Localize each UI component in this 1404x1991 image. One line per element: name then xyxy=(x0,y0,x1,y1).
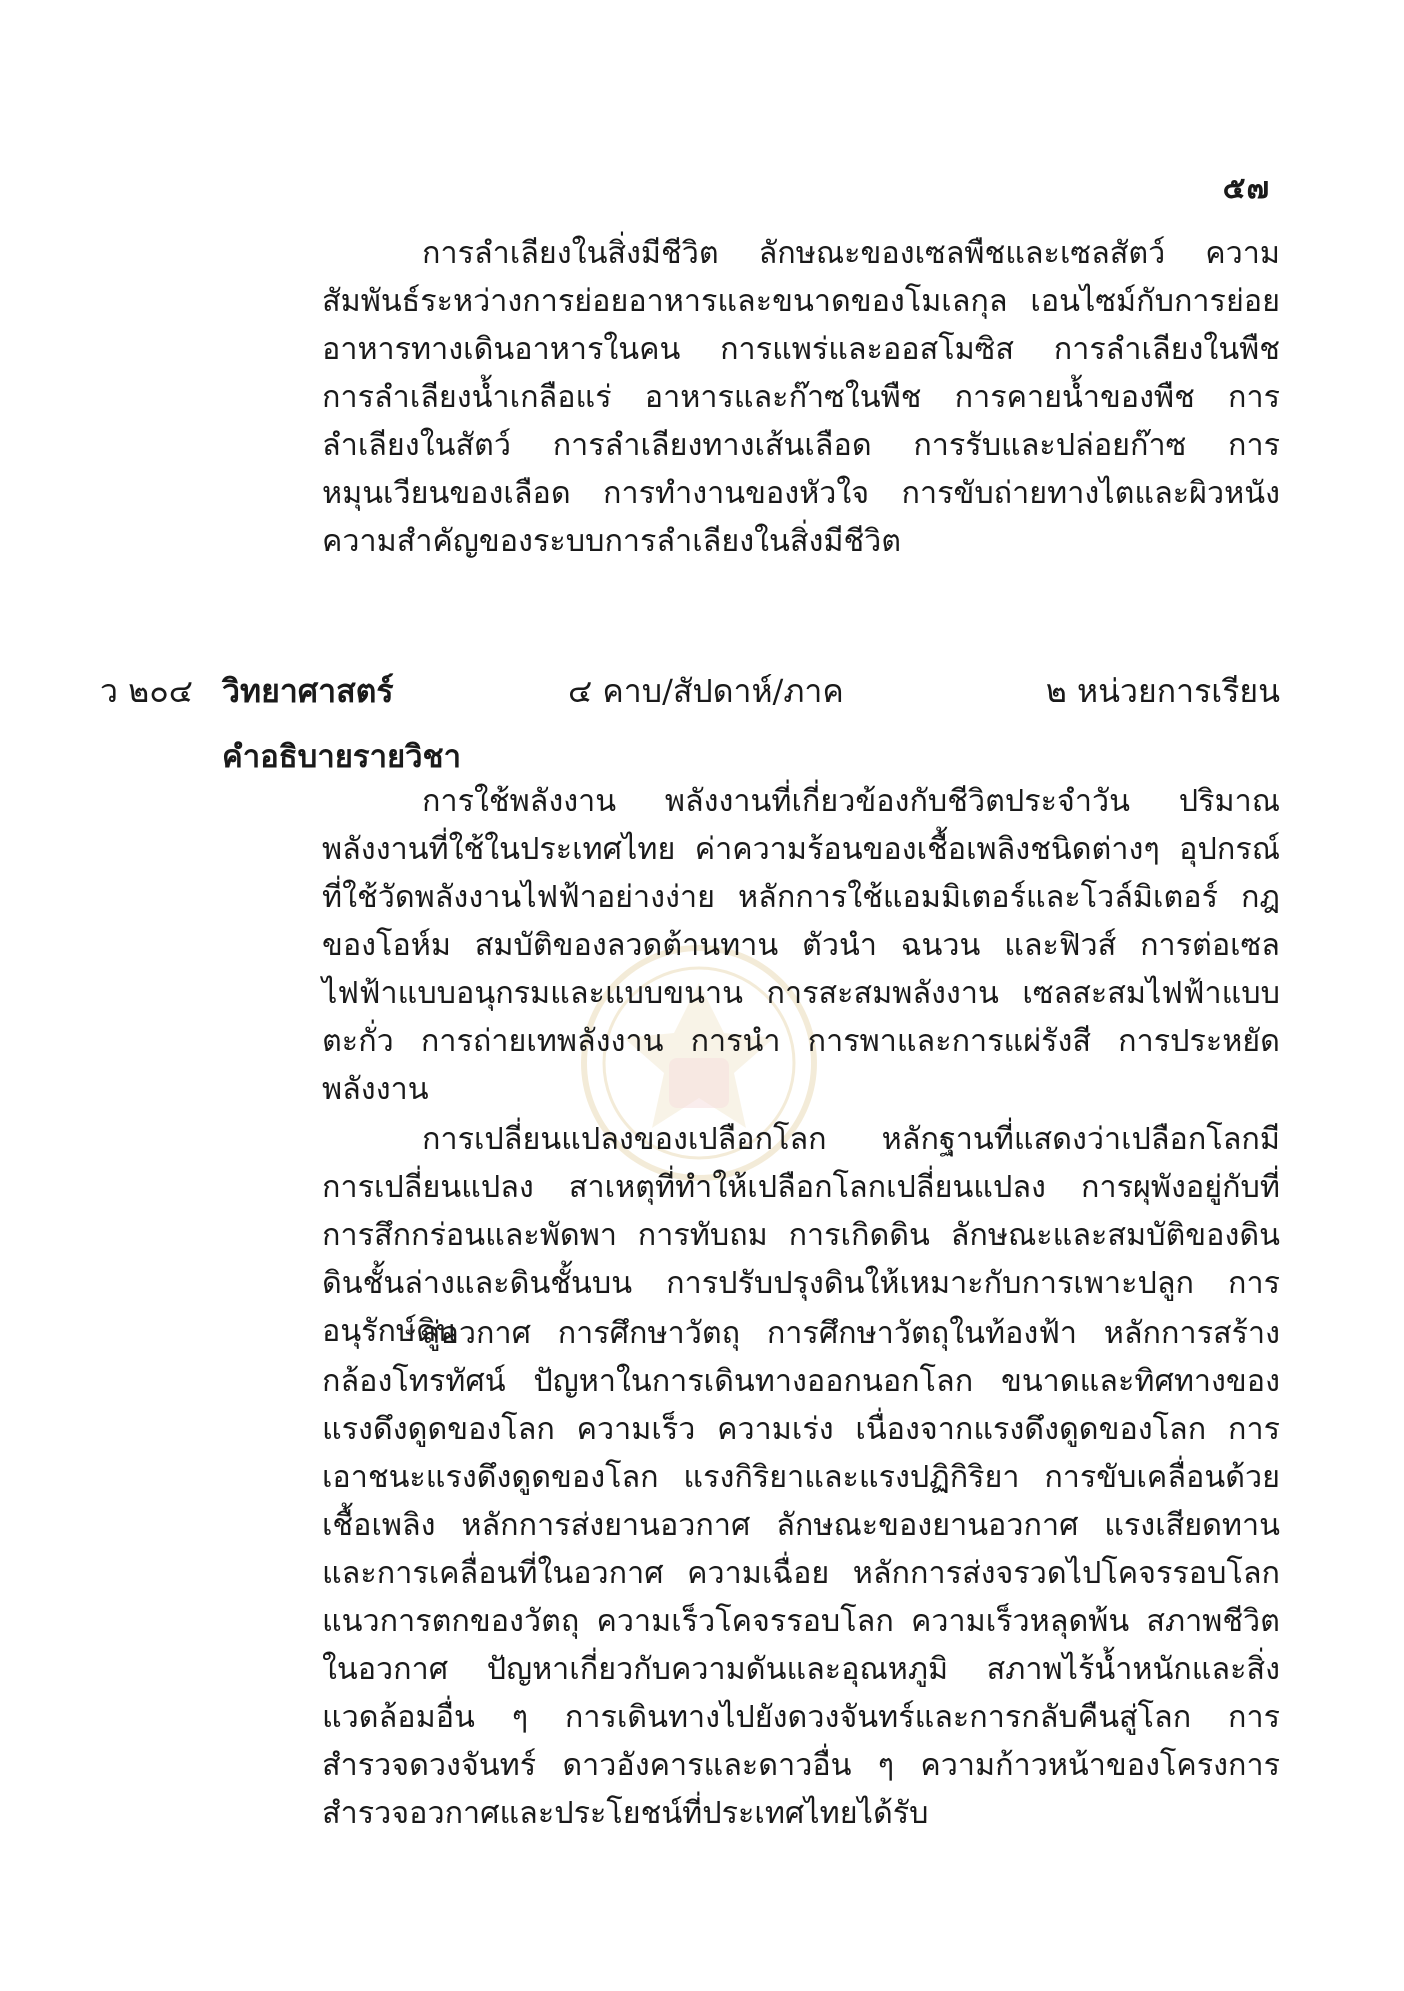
paragraph-text: การเปลี่ยนแปลงของเปลือกโลก หลักฐานที่แสดงว่าเปลือกโลกมีการเปลี่ยนแปลง สาเหตุที่ทำให้เปลือกโลกเปลี่ยนแปลง การผุพังอยู่กับที่ การสึกกร่อนและพัดพา การทับถม การเกิดดิน ลักษณะและสมบัติของดิน ดินชั้นล่างและดินชั้นบน การปรับปรุงดินให้เหมาะกับการเพาะปลูก การอนุรักษ์ดิน xyxy=(322,1122,1280,1349)
course-code: ว ๒๐๔ xyxy=(100,672,193,710)
paragraph-text: การลำเลียงในสิ่งมีชีวิต ลักษณะของเซลพืชและเซลสัตว์ ความสัมพันธ์ระหว่างการย่อยอาหารและขนาดของโมเลกุล เอนไซม์กับการย่อยอาหารทางเดินอาหารในคน การแพร่และออสโมซิส การลำเลียงในพืช การลำเลียงน้ำเกลือแร่ อาหารและก๊าซในพืช การคายน้ำของพืช การลำเลียงในสัตว์ การลำเลียงทางเส้นเลือด การรับและปล่อยก๊าซ การหมุนเวียนของเลือด การทำงานของหัวใจ การขับถ่ายทางไตและผิวหนัง ความสำคัญของระบบการลำเลียงในสิ่งมีชีวิต xyxy=(322,236,1280,559)
paragraph-space xyxy=(322,1310,1280,1838)
paragraph-text: การใช้พลังงาน พลังงานที่เกี่ยวข้องกับชีวิตประจำวัน ปริมาณพลังงานที่ใช้ในประเทศไทย ค่าความร้อนของเชื้อเพลิงชนิดต่างๆ อุปกรณ์ที่ใช้วัดพลังงานไฟฟ้าอย่างง่าย หลักการใช้แอมมิเตอร์และโวล์มิเตอร์ กฎของโอห์ม สมบัติของลวดต้านทาน ตัวนำ ฉนวน และฟิวส์ การต่อเซลไฟฟ้าแบบอนุกรมและแบบขนาน การสะสมพลังงาน เซลสะสมไฟฟ้าแบบตะกั่ว การถ่ายเทพลังงาน การนำ การพาและการแผ่รังสี การประหยัดพลังงาน xyxy=(322,784,1280,1107)
course-name: วิทยาศาสตร์ xyxy=(222,672,394,710)
course-periods: ๔ คาบ/สัปดาห์/ภาค xyxy=(568,672,844,710)
page-number: ๕๗ xyxy=(1222,171,1270,206)
paragraph-text: สู่อวกาศ การศึกษาวัตถุ การศึกษาวัตถุในท้องฟ้า หลักการสร้างกล้องโทรทัศน์ ปัญหาในการเดินทางออกนอกโลก ขนาดและทิศทางของแรงดึงดูดของโลก ความเร็ว ความเร่ง เนื่องจากแรงดึงดูดของโลก การเอาชนะแรงดึงดูดของโลก แรงกิริยาและแรงปฏิกิริยา การขับเคลื่อนด้วยเชื้อเพลิง หลักการส่งยานอวกาศ ลักษณะของยานอวกาศ แรงเสียดทานและการเคลื่อนที่ในอวกาศ ความเฉื่อย หลักการส่งจรวดไปโคจรรอบโลก แนวการตกของวัตถุ ความเร็วโคจรรอบโลก ความเร็วหลุดพ้น สภาพชีวิตในอวกาศ ปัญหาเกี่ยวกับความดันและอุณหภูมิ สภาพไร้น้ำหนักและสิ่งแวดล้อมอื่น ๆ การเดินทางไปยังดวงจันทร์และการกลับคืนสู่โลก การสำรวจดวงจันทร์ ดาวอังคารและดาวอื่น ๆ ความก้าวหน้าของโครงการสำรวจอวกาศและประโยชน์ที่ประเทศไทยได้รับ xyxy=(322,1316,1280,1831)
paragraph-transport-in-organisms xyxy=(322,230,1280,566)
course-header xyxy=(100,666,1280,716)
course-credits: ๒ หน่วยการเรียน xyxy=(1045,672,1280,710)
paragraph-energy xyxy=(322,778,1280,1114)
course-description-heading: คำอธิบายรายวิชา xyxy=(222,739,462,775)
